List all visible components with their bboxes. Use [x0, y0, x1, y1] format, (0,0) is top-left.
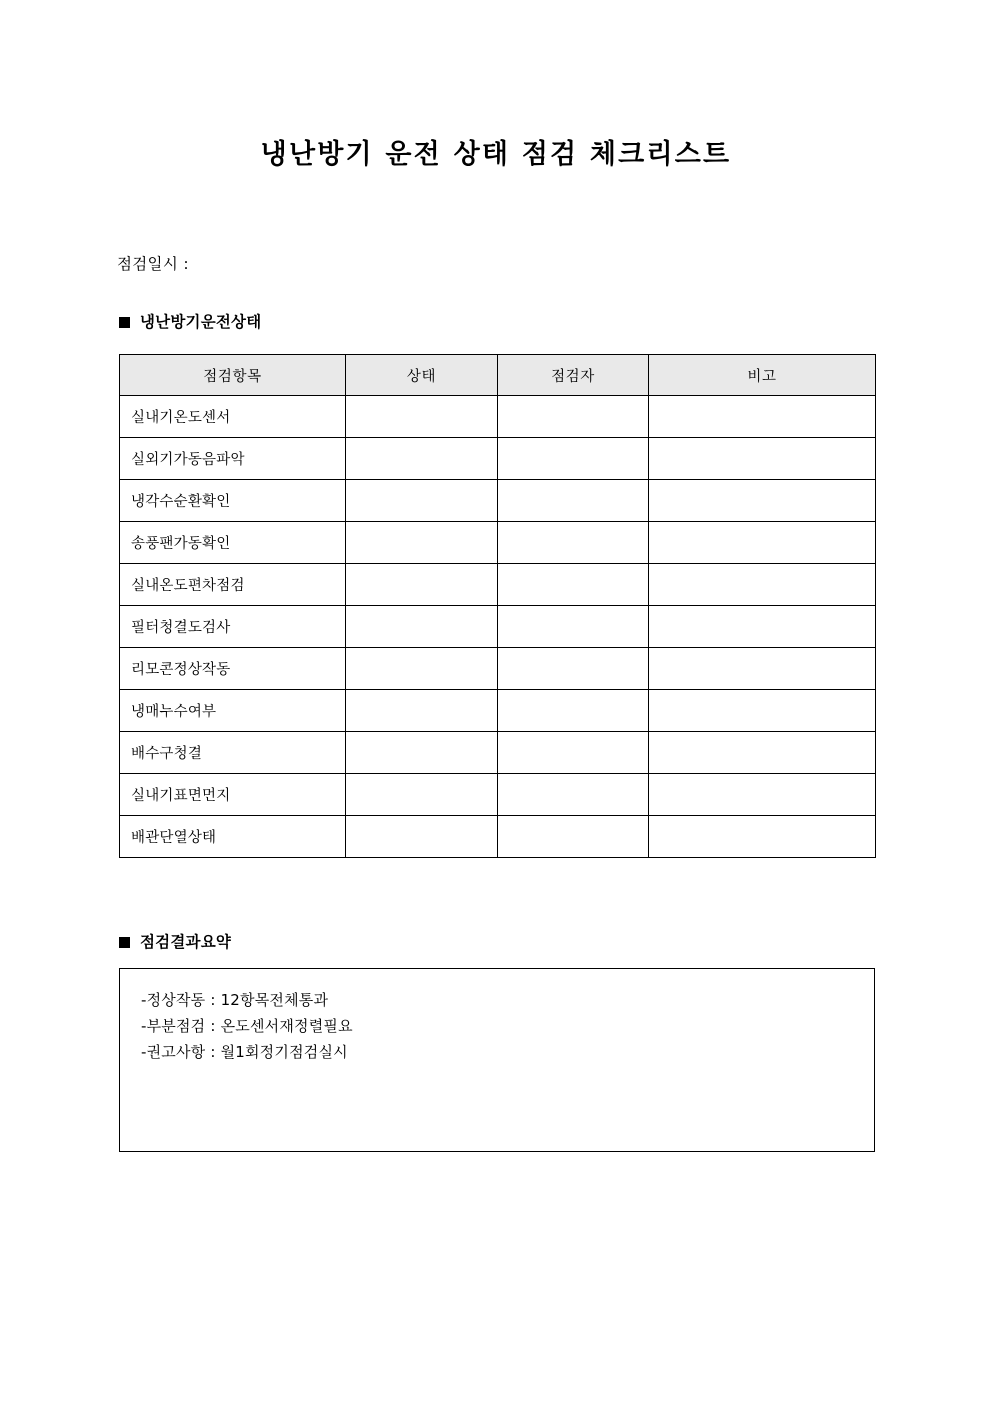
cell-state[interactable]: [346, 690, 498, 732]
inspection-checklist-table: [119, 354, 876, 858]
table-header-row: [120, 355, 876, 396]
cell-inspector[interactable]: [498, 816, 649, 858]
cell-state[interactable]: [346, 396, 498, 438]
cell-inspection-item: 냉매누수여부: [120, 690, 346, 732]
inspection-date-label: 점검일시 :: [117, 255, 189, 273]
table-row: [120, 732, 876, 774]
cell-inspector[interactable]: [498, 648, 649, 690]
section-heading-summary-label: 점검결과요약: [140, 933, 232, 951]
cell-note[interactable]: [649, 690, 876, 732]
summary-line-list: [141, 987, 864, 1065]
cell-inspection-item: 실내기온도센서: [120, 396, 346, 438]
cell-state[interactable]: [346, 522, 498, 564]
section-heading-operation-label: 냉난방기운전상태: [140, 313, 262, 331]
cell-inspector[interactable]: [498, 774, 649, 816]
cell-note[interactable]: [649, 522, 876, 564]
table-row: [120, 522, 876, 564]
cell-state[interactable]: [346, 564, 498, 606]
table-row: [120, 396, 876, 438]
cell-inspector[interactable]: [498, 606, 649, 648]
column-header-inspector: 점검자: [498, 355, 649, 396]
cell-inspector[interactable]: [498, 480, 649, 522]
cell-inspection-item: 필터청결도검사: [120, 606, 346, 648]
result-summary-box[interactable]: [119, 968, 875, 1152]
cell-inspector[interactable]: [498, 522, 649, 564]
summary-line: -부분점검 : 온도센서재정렬필요: [141, 1017, 353, 1035]
cell-inspection-item: 리모콘정상작동: [120, 648, 346, 690]
table-row: [120, 606, 876, 648]
table-body: [120, 396, 876, 858]
table-row: [120, 816, 876, 858]
cell-inspector[interactable]: [498, 732, 649, 774]
table-row: [120, 480, 876, 522]
cell-inspection-item: 냉각수순환확인: [120, 480, 346, 522]
cell-note[interactable]: [649, 648, 876, 690]
summary-line: -권고사항 : 월1회정기점검실시: [141, 1043, 348, 1061]
cell-state[interactable]: [346, 816, 498, 858]
summary-line: -정상작동 : 12항목전체통과: [141, 991, 329, 1009]
cell-note[interactable]: [649, 564, 876, 606]
cell-state[interactable]: [346, 606, 498, 648]
cell-note[interactable]: [649, 606, 876, 648]
cell-state[interactable]: [346, 774, 498, 816]
cell-note[interactable]: [649, 816, 876, 858]
cell-inspection-item: 실외기가동음파악: [120, 438, 346, 480]
cell-inspection-item: 실내온도편차점검: [120, 564, 346, 606]
cell-state[interactable]: [346, 438, 498, 480]
page-title: 냉난방기 운전 상태 점검 체크리스트: [260, 139, 732, 170]
table-row: [120, 690, 876, 732]
column-header-note: 비고: [649, 355, 876, 396]
table-row: [120, 774, 876, 816]
cell-state[interactable]: [346, 480, 498, 522]
table-row: [120, 648, 876, 690]
cell-note[interactable]: [649, 480, 876, 522]
cell-inspection-item: 송풍팬가동확인: [120, 522, 346, 564]
cell-inspection-item: 배수구청결: [120, 732, 346, 774]
table-row: [120, 564, 876, 606]
cell-inspection-item: 배관단열상태: [120, 816, 346, 858]
square-bullet-icon: [119, 937, 130, 948]
section-heading-result-summary: [119, 931, 231, 953]
column-header-state: 상태: [346, 355, 498, 396]
section-heading-operation-status: [119, 311, 261, 333]
cell-inspector[interactable]: [498, 438, 649, 480]
cell-note[interactable]: [649, 732, 876, 774]
cell-note[interactable]: [649, 438, 876, 480]
cell-note[interactable]: [649, 396, 876, 438]
cell-state[interactable]: [346, 732, 498, 774]
cell-inspector[interactable]: [498, 564, 649, 606]
cell-note[interactable]: [649, 774, 876, 816]
column-header-item: 점검항목: [120, 355, 346, 396]
cell-state[interactable]: [346, 648, 498, 690]
cell-inspection-item: 실내기표면먼지: [120, 774, 346, 816]
cell-inspector[interactable]: [498, 396, 649, 438]
table-row: [120, 438, 876, 480]
cell-inspector[interactable]: [498, 690, 649, 732]
square-bullet-icon: [119, 317, 130, 328]
